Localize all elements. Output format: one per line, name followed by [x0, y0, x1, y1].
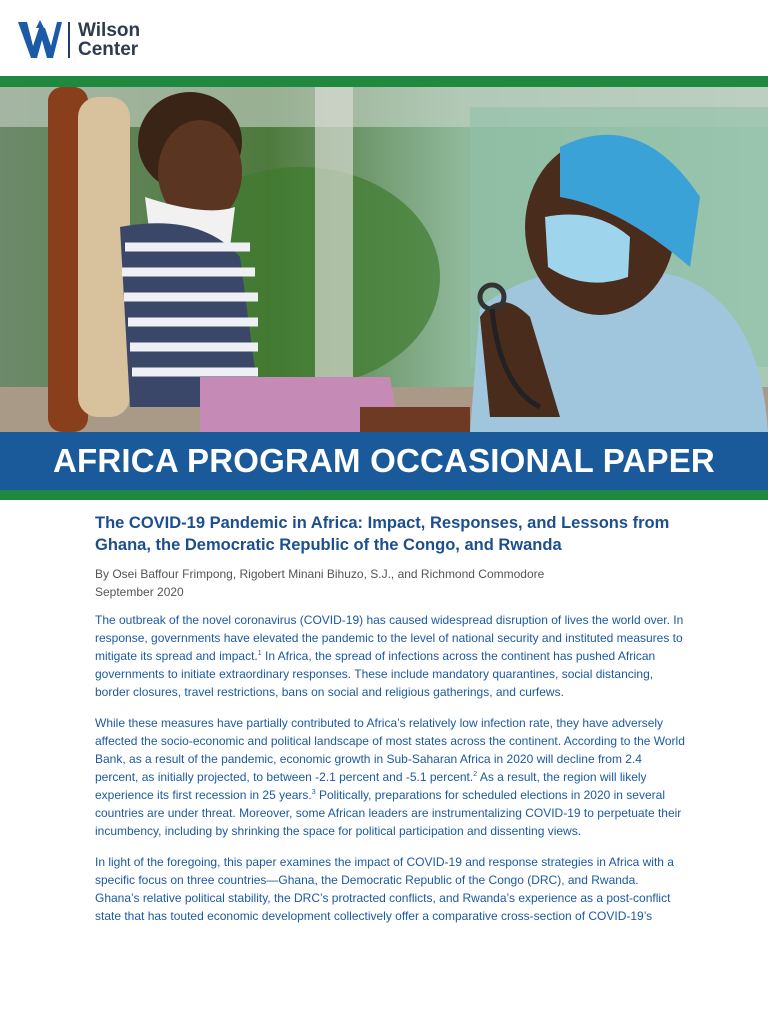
paper-byline: By Osei Baffour Frimpong, Rigobert Minani Bihuzo, S.J., and Richmond Commodore [95, 567, 545, 581]
logo-line-1: Wilson [78, 20, 141, 41]
logo-line-2: Center [78, 39, 139, 60]
green-accent-bar-top [0, 76, 768, 87]
green-accent-bar-bottom [0, 490, 768, 500]
paragraph-1 [95, 611, 685, 701]
paragraph-2-part-c: Politically, preparations for scheduled elections in 2020 in several countries are under threat. Moreover, some African leaders are instrumentalizing COVID-19 to perpetuate their incumbency, including by shrinking the space for political participation and dissenting views. [95, 788, 682, 838]
cover-photo [0, 87, 768, 432]
paragraph-2-part-b: As a result, the region will likely experience its first recession in 25 years. [95, 770, 647, 802]
paragraph-1-part-b: In Africa, the spread of infections across the continent has pushed African governments to initiate extraordinary responses. These include mandatory quarantines, social distancing, border closures, travel restrictions, bans on social and religious gatherings, and curfews. [95, 649, 656, 699]
nurse-child-photo-icon [0, 87, 768, 432]
paper-content [95, 512, 685, 938]
paper-title: The COVID-19 Pandemic in Africa: Impact, Responses, and Lessons from Ghana, the Democratic Republic of the Congo, and Rwanda [95, 514, 670, 554]
program-banner [0, 432, 768, 490]
footnote-ref-2[interactable]: 2 [473, 771, 478, 778]
logo-wordmark [78, 21, 140, 59]
footnote-ref-1[interactable]: 1 [257, 650, 262, 657]
paper-date: September 2020 [95, 585, 184, 599]
paragraph-2-part-a: While these measures have partially contributed to Africa’s relatively low infection rate, they have adversely affected the socio-economic and political landscape of most states across the continent. According to the World Bank, as a result of the pandemic, economic growth in Sub-Saharan Africa in 2020 will decline from 2.4 percent, as initially projected, to between -2.1 percent and -5.1 percent. [95, 716, 685, 784]
paragraph-2 [95, 714, 685, 840]
paragraph-3: In light of the foregoing, this paper examines the impact of COVID-19 and response strategies in Africa with a specific focus on three countries—Ghana, the Democratic Republic of the Congo (DRC), and Rwanda. Ghana’s relative political stability, the DRC’s protracted conflicts, and Rwanda’s experience as a post-conflict state that has touted economic development collectively offer a comparative cross-section of COVID-19’s [95, 855, 674, 923]
banner-title: AFRICA PROGRAM OCCASIONAL PAPER [53, 442, 715, 479]
logo-divider [68, 22, 70, 58]
page-header [0, 0, 768, 76]
paragraph-1-part-a: The outbreak of the novel coronavirus (COVID-19) has caused widespread disruption of lives the world over. In response, governments have elevated the pandemic to the level of national security and instituted measures to mitigate its spread and impact. [95, 613, 684, 663]
footnote-ref-3[interactable]: 3 [311, 789, 316, 796]
wilson-w-logo-icon [18, 20, 62, 60]
wilson-center-logo [18, 20, 140, 60]
